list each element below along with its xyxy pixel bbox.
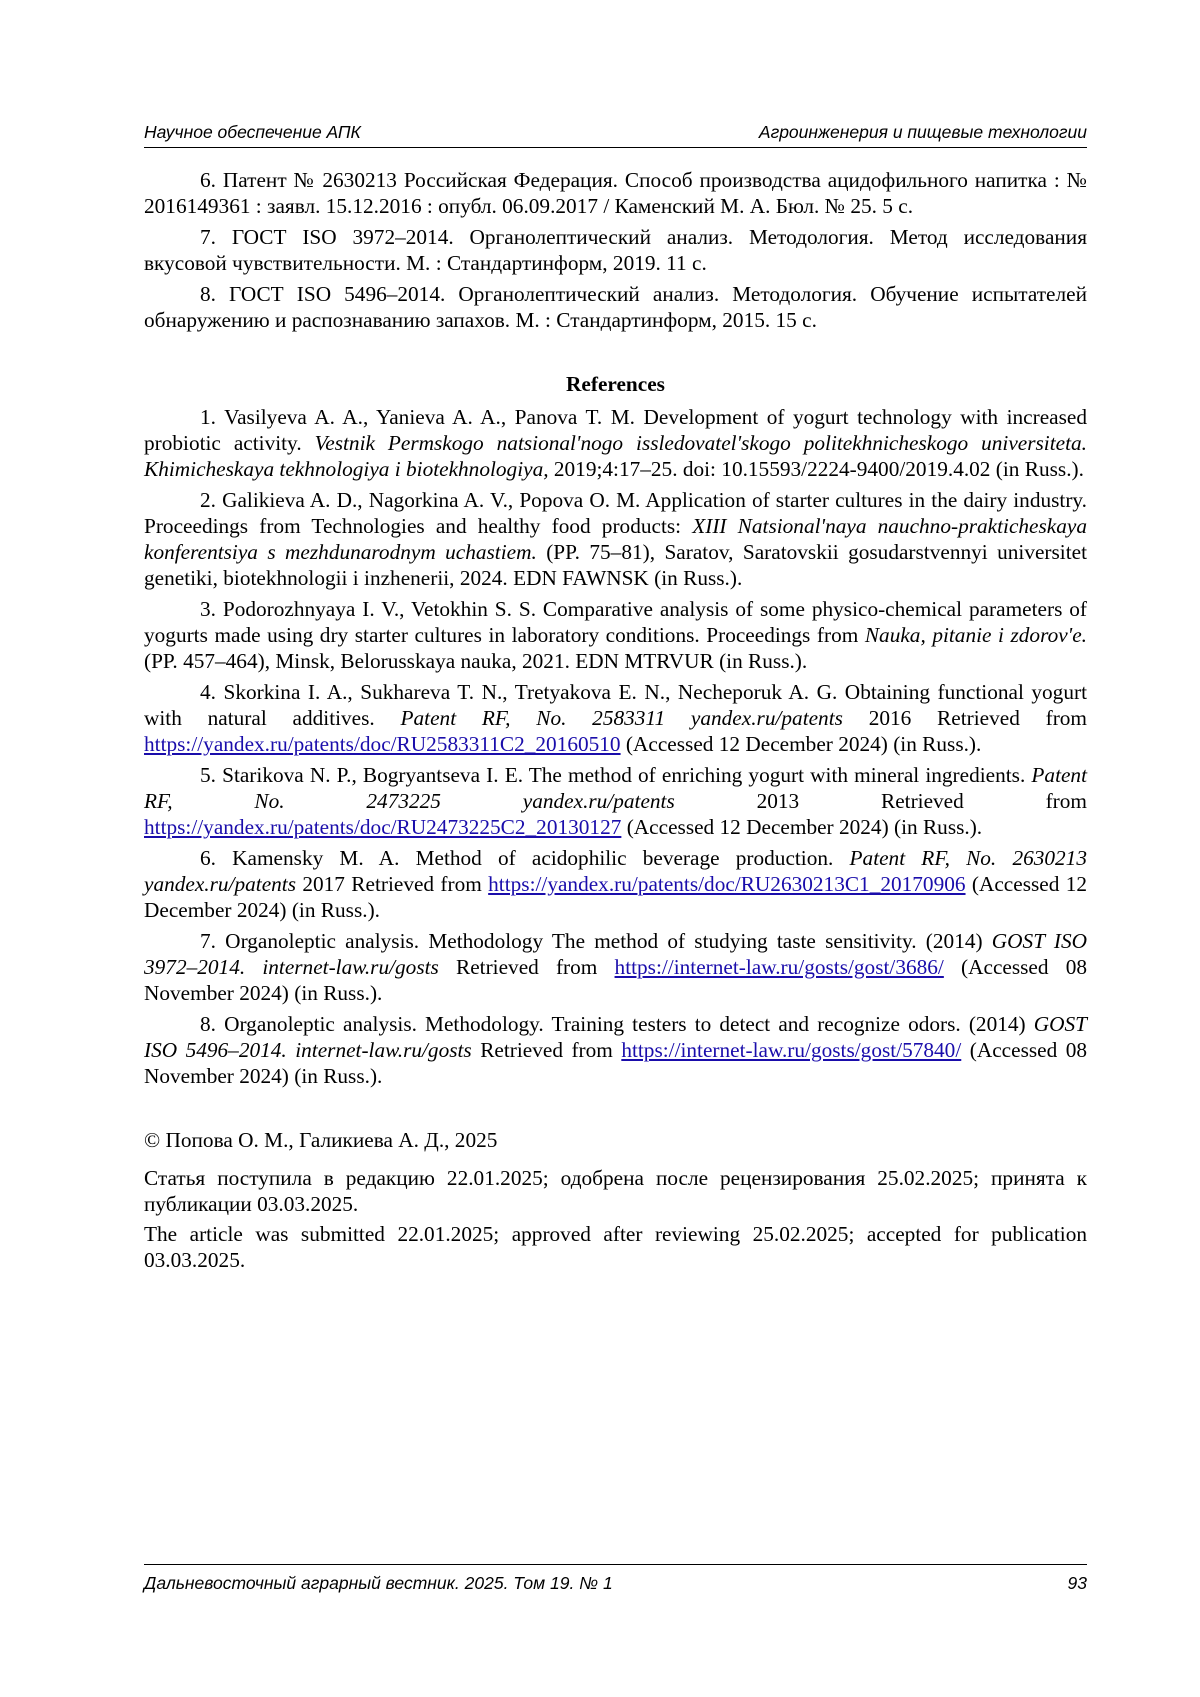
reference-1: 1. Vasilyeva A. A., Yanieva A. A., Panova T. M. Development of yogurt technology with increased probiotic activity. Vestnik Permskogo natsional'nogo issledovatel'skogo politekhnicheskogo universiteta. Khimicheskaya tekhnologiya i biotekhnologiya, 2019;4:17–25. doi: 10.15593/2224-9400/2019.4.02 (in Russ.).	[144, 405, 1087, 481]
page-footer	[144, 1564, 1087, 1594]
reference-4: 4. Skorkina I. A., Sukhareva T. N., Tretyakova E. N., Necheporuk A. G. Obtaining functional yogurt with natural additives. Patent RF, No. 2583311 yandex.ru/patents 2016 Retrieved from https://yandex.ru/patents/doc/RU2583311C2_20160510 (Accessed 12 December 2024) (in Russ.).	[144, 680, 1088, 756]
article-dates-en: The article was submitted 22.01.2025; approved after reviewing 25.02.2025; accepted for publication 03.03.2025.	[144, 1222, 1087, 1272]
article-body	[144, 167, 1087, 1277]
page-number: 93	[1067, 1573, 1087, 1593]
copyright-notice: © Попова О. М., Галикиева А. Д., 2025	[144, 1128, 498, 1152]
reference-7: 7. Organoleptic analysis. Methodology The method of studying taste sensitivity. (2014) GOST ISO 3972–2014. internet-law.ru/gosts Retrieved from https://internet-law.ru/gosts/gost/3686/ (Accessed 08 November 2024) (in Russ.).	[144, 929, 1087, 1005]
reference-5-link[interactable]: https://yandex.ru/patents/doc/RU2473225C2_20130127	[144, 815, 622, 839]
journal-citation: Дальневосточный аграрный вестник. 2025. Том 19. № 1	[144, 1573, 613, 1593]
reference-8: 8. Organoleptic analysis. Methodology. Training testers to detect and recognize odors. (2014) GOST ISO 5496–2014. internet-law.ru/gosts Retrieved from https://internet-law.ru/gosts/gost/57840/ (Accessed 08 November 2024) (in Russ.).	[144, 1012, 1088, 1088]
running-header	[144, 122, 1087, 148]
ru-reference-7: 7. ГОСТ ISO 3972–2014. Органолептический анализ. Методология. Метод исследования вкусовой чувствительности. М. : Стандартинформ, 2019. 11 с.	[144, 225, 1087, 275]
reference-2: 2. Galikieva A. D., Nagorkina A. V., Popova O. M. Application of starter cultures in the dairy industry. Proceedings from Technologies and healthy food products: XIII Natsional'naya nauchno-prakticheskaya konferentsiya s mezhdunarodnym uchastiem. (PP. 75–81), Saratov, Saratovskii gosudarstvennyi universitet genetiki, biotekhnologii i inzhenerii, 2024. EDN FAWNSK (in Russ.).	[144, 488, 1088, 590]
reference-6-link[interactable]: https://yandex.ru/patents/doc/RU2630213C1_20170906	[488, 872, 966, 896]
reference-8-link[interactable]: https://internet-law.ru/gosts/gost/57840/	[621, 1038, 962, 1062]
ru-reference-8: 8. ГОСТ ISO 5496–2014. Органолептический анализ. Методология. Обучение испытателей обнаружению и распознаванию запахов. М. : Стандартинформ, 2015. 15 с.	[144, 282, 1087, 332]
reference-4-link[interactable]: https://yandex.ru/patents/doc/RU2583311C2_20160510	[144, 732, 621, 756]
header-section-left: Научное обеспечение АПК	[144, 122, 361, 142]
header-section-right: Агроинженерия и пищевые технологии	[758, 122, 1087, 142]
references-heading: References	[566, 372, 665, 396]
ru-reference-6: 6. Патент № 2630213 Российская Федерация. Способ производства ацидофильного напитка : № 2016149361 : заявл. 15.12.2016 : опубл. 06.09.2017 / Каменский М. А. Бюл. № 25. 5 с.	[144, 168, 1087, 218]
reference-5: 5. Starikova N. P., Bogryantseva I. E. The method of enriching yogurt with mineral ingredients. Patent RF, No. 2473225 yandex.ru/patents 2013 Retrieved from https://yandex.ru/patents/doc/RU2473225C2_20130127 (Accessed 12 December 2024) (in Russ.).	[144, 763, 1087, 839]
reference-7-link[interactable]: https://internet-law.ru/gosts/gost/3686/	[614, 955, 944, 979]
reference-3: 3. Podorozhnyaya I. V., Vetokhin S. S. Comparative analysis of some physico-chemical parameters of yogurts made using dry starter cultures in laboratory conditions. Proceedings from Nauka, pitanie i zdorov'e. (PP. 457–464), Minsk, Belorusskaya nauka, 2021. EDN MTRVUR (in Russ.).	[144, 597, 1087, 673]
article-dates-ru: Статья поступила в редакцию 22.01.2025; одобрена после рецензирования 25.02.2025; принята к публикации 03.03.2025.	[144, 1166, 1087, 1216]
reference-6: 6. Kamensky M. A. Method of acidophilic beverage production. Patent RF, No. 2630213 yandex.ru/patents 2017 Retrieved from https://yandex.ru/patents/doc/RU2630213C1_20170906 (Accessed 12 December 2024) (in Russ.).	[144, 846, 1088, 922]
